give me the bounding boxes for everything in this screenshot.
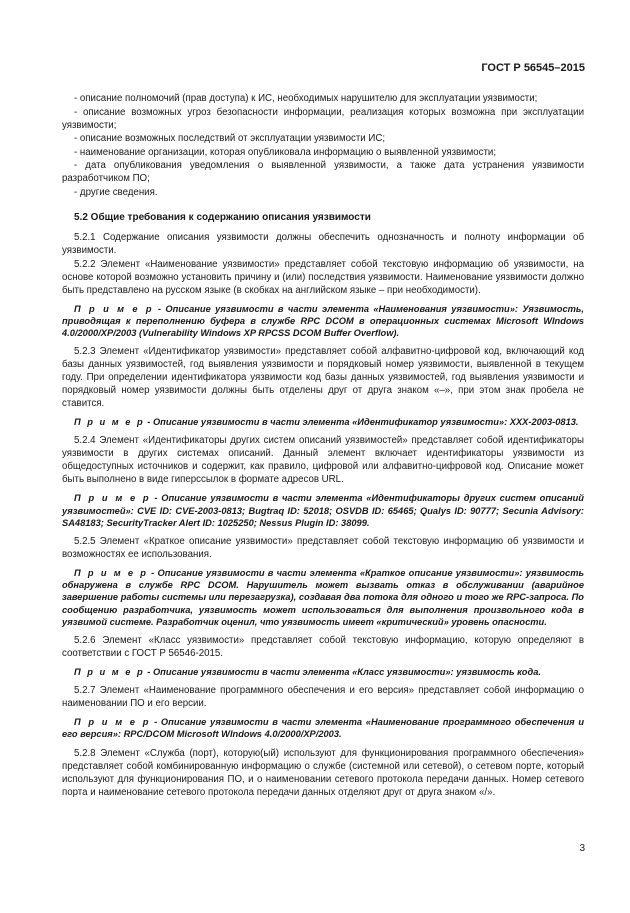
example-text: - Описание уязвимости в части элемента «Идентификатор уязвимости»: ХХХ-2003-0813. xyxy=(144,417,579,428)
list-item: - описание возможных угроз безопасности информации, реализация которых возможна при эксплуатации уязвимости; xyxy=(62,106,584,131)
list-item: - описание полномочий (прав доступа) к ИС, необходимых нарушителю для эксплуатации уязвимости; xyxy=(74,93,538,104)
document-id-header: ГОСТ Р 56545–2015 xyxy=(481,62,585,74)
description-list xyxy=(62,92,584,199)
example-text: - Описание уязвимости в части элемента «Наименование программного обеспечения и его версия»: RPC/DCOM Microsoft WIndows 4.0/2000/XP/2003. xyxy=(62,717,585,740)
page-body xyxy=(62,92,584,799)
example-text: - Описание уязвимости в части элемента «Наименования уязвимости»: Уязвимость, приводящая к переполнению буфера в службе RPC DCOM в операционных системах Microsoft WIndows 4.0/2000/XP/2003 (Vulnerability Windows XP RPCSS DCOM Buffer Overflow). xyxy=(62,303,584,338)
list-item: - описание возможных последствий от эксплуатации уязвимости ИС; xyxy=(74,133,386,144)
paragraph-5-2-8: 5.2.8 Элемент «Служба (порт), которую(ый) используют для функционирования программного обеспечения» представляет собой комбинированную информацию о службе (системной или сетевой), о сетевом порте, который используют для функционирования ПО, и о наименовании сетевого протокола передачи данных. Номер сетевого порта и наименование сетевого протокола передачи данных отделяют друг от друга знаком «/». xyxy=(62,747,584,798)
example-label: П р и м е р xyxy=(74,417,145,428)
paragraph-5-2-3: 5.2.3 Элемент «Идентификатор уязвимости» представляет собой алфавитно-цифровой код, включающий код базы данных уязвимостей, год выявления уязвимости и порядковый номер уязвимости, выявленной в текущем году. При определении идентификатора уязвимости код базы данных уязвимостей, год выявления уязвимости и порядковый номер уязвимости должны быть отделены друг от друга знаком «–», при этом знак пробела не ставится. xyxy=(62,346,584,410)
example-label: П р и м е р xyxy=(74,493,151,504)
example-class xyxy=(62,666,584,678)
example-other-ids xyxy=(62,492,584,529)
list-item: - другие сведения. xyxy=(74,186,158,198)
paragraph-5-2-5: 5.2.5 Элемент «Краткое описание уязвимости» представляет собой текстовую информацию об уязвимости и возможностях ее использования. xyxy=(62,535,584,560)
example-text: - Описание уязвимости в части элемента «Класс уязвимости»: уязвимость кода. xyxy=(144,666,541,677)
paragraph-5-2-1: 5.2.1 Содержание описания уязвимости должны обеспечить однозначность и полноту информации об уязвимости. xyxy=(62,231,584,256)
example-label: П р и м е р xyxy=(74,717,151,728)
section-heading: 5.2 Общие требования к содержанию описания уязвимости xyxy=(74,211,371,223)
example-text: - Описание уязвимости в части элемента «Идентификаторы других систем описаний уязвимостей»: CVE ID: CVE-2003-0813; Bugtraq ID: 52018; OSVDB ID: 65465; Qualys ID: 90777; Secunia Advisory: SA48183; SecurityTracker Alert ID: 1025250; Nessus Plugin ID: 38099. xyxy=(62,493,584,528)
example-label: П р и м е р xyxy=(74,666,145,677)
list-item: - наименование организации, которая опубликовала информацию о выявленной уязвимости; xyxy=(74,146,497,158)
paragraph-5-2-4: 5.2.4 Элемент «Идентификаторы других систем описаний уязвимостей» представляет собой идентификаторы уязвимости в других системах описаний. Данный элемент включает идентификаторы уязвимости из общедоступных источников и содержит, как правило, цифровой или алфавитно-цифровой код. Описание может быть выполнено в виде гиперссылок в формате адресов URL. xyxy=(62,435,584,486)
example-software xyxy=(62,716,584,740)
example-identifier xyxy=(62,416,584,428)
example-label: П р и м е р xyxy=(74,567,148,578)
example-text: - Описание уязвимости в части элемента «Краткое описание уязвимости»: уязвимость обнаружена в службе RPC DCOM. Нарушитель может вызвать отказ в обслуживании (аварийное завершение работы системы или перезагрузка), создавая два потока для одного и того же RPC-запроса. По сообщению разработчика, уязвимость может использоваться для выполнения произвольного кода в уязвимой системе. Разработчик оценил, что уязвимость имеет «критический» уровень опасности. xyxy=(62,567,585,627)
paragraph-5-2-2: 5.2.2 Элемент «Наименование уязвимости» представляет собой текстовую информацию об уязвимости, на основе которой возможно установить причину и (или) последствия уязвимости. Наименование уязвимости должно быть представлено на русском языке (в скобках на английском языке – при необходимости). xyxy=(62,258,584,296)
paragraph-5-2-6: 5.2.6 Элемент «Класс уязвимости» представляет собой текстовую информацию, которую определяют в соответствии с ГОСТ Р 56546-2015. xyxy=(62,634,584,659)
example-name xyxy=(62,303,584,340)
list-item: - дата опубликования уведомления о выявленной уязвимости, а также дата устранения уязвимости разработчиком ПО; xyxy=(62,160,584,184)
paragraph-5-2-7: 5.2.7 Элемент «Наименование программного обеспечения и его версия» представляет собой информацию о наименовании ПО и его версии. xyxy=(62,685,584,710)
page-number: 3 xyxy=(579,843,585,854)
example-short-description xyxy=(62,567,584,628)
example-label: П р и м е р xyxy=(74,303,154,314)
